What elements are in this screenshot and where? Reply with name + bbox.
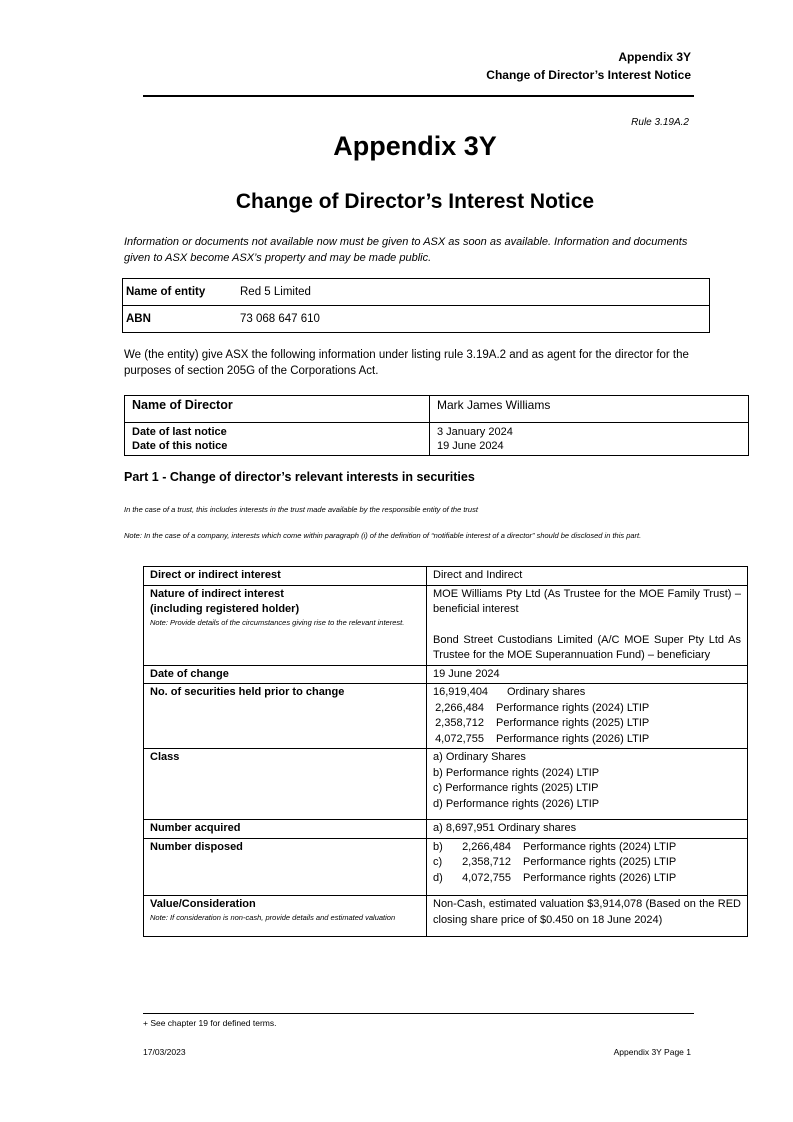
page-number: Appendix 3Y Page 1	[613, 1047, 691, 1057]
list-item: 2,266,484 Performance rights (2024) LTIP	[435, 701, 650, 714]
direct-indirect-value: Direct and Indirect	[427, 567, 748, 586]
page-subtitle: Change of Director’s Interest Notice	[235, 190, 595, 213]
list-item: 2,358,712 Performance rights (2025) LTIP	[435, 717, 650, 729]
footer-date: 17/03/2023	[143, 1047, 186, 1057]
date-of-change-value: 19 June 2024	[427, 665, 748, 684]
trust-note: In the case of a trust, this includes interests in the trust made available by the responsible entity of the trust	[124, 505, 478, 514]
company-note: Note: In the case of a company, interests which come within paragraph (i) of the definition of “notifiable interest of a director” should be disclosed in this part.	[124, 531, 642, 540]
date-of-change-label: Date of change	[144, 665, 427, 684]
prior-holdings-label: No. of securities held prior to change	[144, 684, 427, 749]
entity-name-value: Red 5 Limited	[240, 286, 311, 298]
entity-name-row	[123, 279, 710, 306]
class-label: Class	[144, 749, 427, 820]
interest-table	[143, 566, 748, 937]
entity-name-label: Name of entity	[126, 286, 206, 298]
list-item: b) Performance rights (2024) LTIP	[433, 766, 600, 779]
abn-label: ABN	[123, 306, 238, 333]
header-title: Appendix 3Y	[618, 50, 691, 64]
list-item: 16,919,404 Ordinary shares	[433, 686, 586, 698]
agent-paragraph: We (the entity) give ASX the following information under listing rule 3.19A.2 and as agent for the director for the purposes of section 205G of the Corporations Act.	[124, 349, 689, 377]
value-consideration-note: Note: If consideration is non-cash, provide details and estimated valuation	[150, 912, 396, 922]
footer-divider	[143, 1013, 694, 1014]
rule-reference: Rule 3.19A.2	[631, 117, 689, 128]
list-item: c) 2,358,712 Performance rights (2025) LTIP	[433, 856, 677, 868]
page-title: Appendix 3Y	[333, 131, 497, 161]
number-acquired-label: Number acquired	[144, 820, 427, 839]
table-row	[144, 684, 748, 749]
table-row	[144, 820, 748, 839]
this-notice-label: Date of this notice	[132, 440, 228, 452]
table-row	[144, 567, 748, 586]
header-divider	[143, 95, 694, 97]
list-item: 4,072,755 Performance rights (2026) LTIP	[435, 732, 650, 745]
last-notice-value: 3 January 2024	[437, 426, 513, 438]
director-name-row	[125, 396, 749, 423]
entity-table	[122, 278, 710, 333]
intro-text: Information or documents not available now must be given to ASX as soon as available. Information and documents given to ASX become ASX’s property and may be made public.	[124, 236, 688, 264]
abn-value: 73 068 647 610	[237, 306, 710, 333]
director-name-value: Mark James Williams	[430, 396, 749, 423]
nature-label: Nature of indirect interest	[150, 587, 284, 600]
number-acquired-value: a) 8,697,951 Ordinary shares	[427, 820, 748, 839]
number-disposed-label: Number disposed	[144, 838, 427, 896]
table-row	[144, 585, 748, 665]
direct-indirect-label: Direct or indirect interest	[144, 567, 427, 586]
list-item: a) Ordinary Shares	[433, 751, 526, 763]
director-name-label: Name of Director	[125, 396, 430, 423]
footnote: + See chapter 19 for defined terms.	[143, 1018, 277, 1028]
this-notice-value: 19 June 2024	[437, 440, 504, 452]
nature-note: Note: Provide details of the circumstances giving rise to the relevant interest.	[150, 617, 405, 627]
header-subtitle: Change of Director’s Interest Notice	[486, 68, 691, 82]
table-row	[144, 838, 748, 896]
list-item: b) 2,266,484 Performance rights (2024) LTIP	[433, 840, 677, 853]
nature-label-holder: (including registered holder)	[150, 603, 300, 615]
value-consideration-label: Value/Consideration	[150, 898, 256, 910]
table-row	[144, 749, 748, 820]
list-item: c) Performance rights (2025) LTIP	[433, 782, 599, 794]
list-item: d) 4,072,755 Performance rights (2026) LTIP	[433, 871, 677, 884]
table-row	[144, 665, 748, 684]
abn-row	[123, 306, 710, 333]
table-row	[144, 896, 748, 937]
list-item: d) Performance rights (2026) LTIP	[433, 797, 600, 810]
director-table	[124, 395, 749, 456]
nature-value-super-fund: Bond Street Custodians Limited (A/C MOE Super Pty Ltd As Trustee for the MOE Superannuation Fund) – beneficiary	[433, 633, 741, 661]
notice-dates-row	[125, 423, 749, 456]
part1-heading: Part 1 - Change of director’s relevant interests in securities	[124, 470, 475, 484]
last-notice-label: Date of last notice	[132, 426, 227, 438]
value-consideration-value: Non-Cash, estimated valuation $3,914,078 (Based on the RED closing share price of $0.450 on 18 June 2024)	[427, 896, 748, 937]
nature-value-family-trust: MOE Williams Pty Ltd (As Trustee for the MOE Family Trust) – beneficial interest	[433, 587, 741, 615]
